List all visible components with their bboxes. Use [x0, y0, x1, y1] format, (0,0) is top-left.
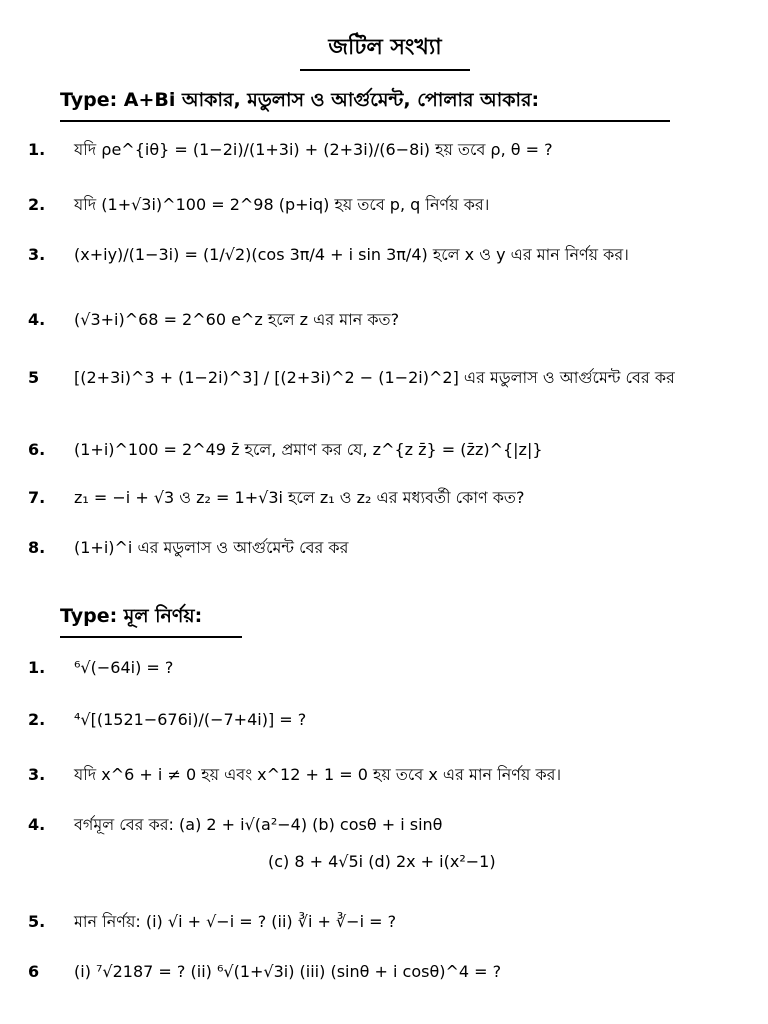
s2-question-2 — [28, 710, 748, 729]
question-number: 3. — [28, 765, 46, 784]
s1-question-1 — [28, 140, 748, 159]
s1-question-8 — [28, 538, 748, 557]
question-number: 4. — [28, 815, 46, 834]
question-text: যদি (1+√3i)^100 = 2^98 (p+iq) হয় তবে p, q নির্ণয় কর। — [74, 195, 490, 214]
section-2-heading: Type: মূল নির্ণয়: — [60, 602, 242, 638]
question-text: যদি x^6 + i ≠ 0 হয় এবং x^12 + 1 = 0 হয় তবে x এর মান নির্ণয় কর। — [74, 765, 562, 784]
s1-question-2 — [28, 195, 748, 214]
s1-question-7 — [28, 488, 748, 507]
question-number: 1. — [28, 658, 46, 677]
question-number: 4. — [28, 310, 46, 329]
s2-question-4 — [28, 815, 748, 834]
question-number: 2. — [28, 195, 46, 214]
s1-question-4 — [28, 310, 748, 329]
s1-question-6 — [28, 440, 748, 459]
s2-question-5 — [28, 912, 748, 931]
page-title: জটিল সংখ্যা — [300, 30, 470, 71]
question-text: (1+i)^100 = 2^49 z̄ হলে, প্রমাণ কর যে, z^{z z̄} = (z̄z)^{|z|} — [74, 440, 543, 459]
question-number: 6. — [28, 440, 46, 459]
s2-question-6 — [28, 962, 748, 981]
question-text: ⁶√(−64i) = ? — [74, 658, 174, 677]
question-number: 7. — [28, 488, 46, 507]
question-text: বর্গমূল বের কর: (a) 2 + i√(a²−4) (b) cosθ + i sinθ — [74, 815, 443, 834]
question-number: 5. — [28, 912, 46, 931]
question-text: (c) 8 + 4√5i (d) 2x + i(x²−1) — [268, 852, 496, 871]
s2-question-1 — [28, 658, 748, 677]
question-text: [(2+3i)^3 + (1−2i)^3] / [(2+3i)^2 − (1−2i)^2] এর মডুলাস ও আর্গুমেন্ট বের কর — [74, 368, 675, 387]
s1-question-5 — [28, 368, 748, 387]
question-text: ⁴√[(1521−676i)/(−7+4i)] = ? — [74, 710, 307, 729]
question-text: (i) ⁷√2187 = ? (ii) ⁶√(1+√3i) (iii) (sinθ + i cosθ)^4 = ? — [74, 962, 502, 981]
question-text: যদি ρe^{iθ} = (1−2i)/(1+3i) + (2+3i)/(6−8i) হয় তবে ρ, θ = ? — [74, 140, 553, 159]
question-number: 8. — [28, 538, 46, 557]
question-text: (1+i)^i এর মডুলাস ও আর্গুমেন্ট বের কর — [74, 538, 349, 557]
question-text: (x+iy)/(1−3i) = (1/√2)(cos 3π/4 + i sin 3π/4) হলে x ও y এর মান নির্ণয় কর। — [74, 245, 629, 264]
question-number: 1. — [28, 140, 46, 159]
question-number: 5 — [28, 368, 40, 387]
s2-question-4-cont — [268, 852, 748, 871]
question-text: মান নির্ণয়: (i) √i + √−i = ? (ii) ∛i + ∛−i = ? — [74, 912, 397, 931]
section-1-heading: Type: A+Bi আকার, মডুলাস ও আর্গুমেন্ট, পোলার আকার: — [60, 86, 670, 122]
question-number: 2. — [28, 710, 46, 729]
question-number: 3. — [28, 245, 46, 264]
question-text: (√3+i)^68 = 2^60 e^z হলে z এর মান কত? — [74, 310, 400, 329]
s2-question-3 — [28, 765, 748, 784]
question-number: 6 — [28, 962, 40, 981]
s1-question-3 — [28, 245, 748, 264]
question-text: z₁ = −i + √3 ও z₂ = 1+√3i হলে z₁ ও z₂ এর মধ্যবর্তী কোণ কত? — [74, 488, 525, 507]
